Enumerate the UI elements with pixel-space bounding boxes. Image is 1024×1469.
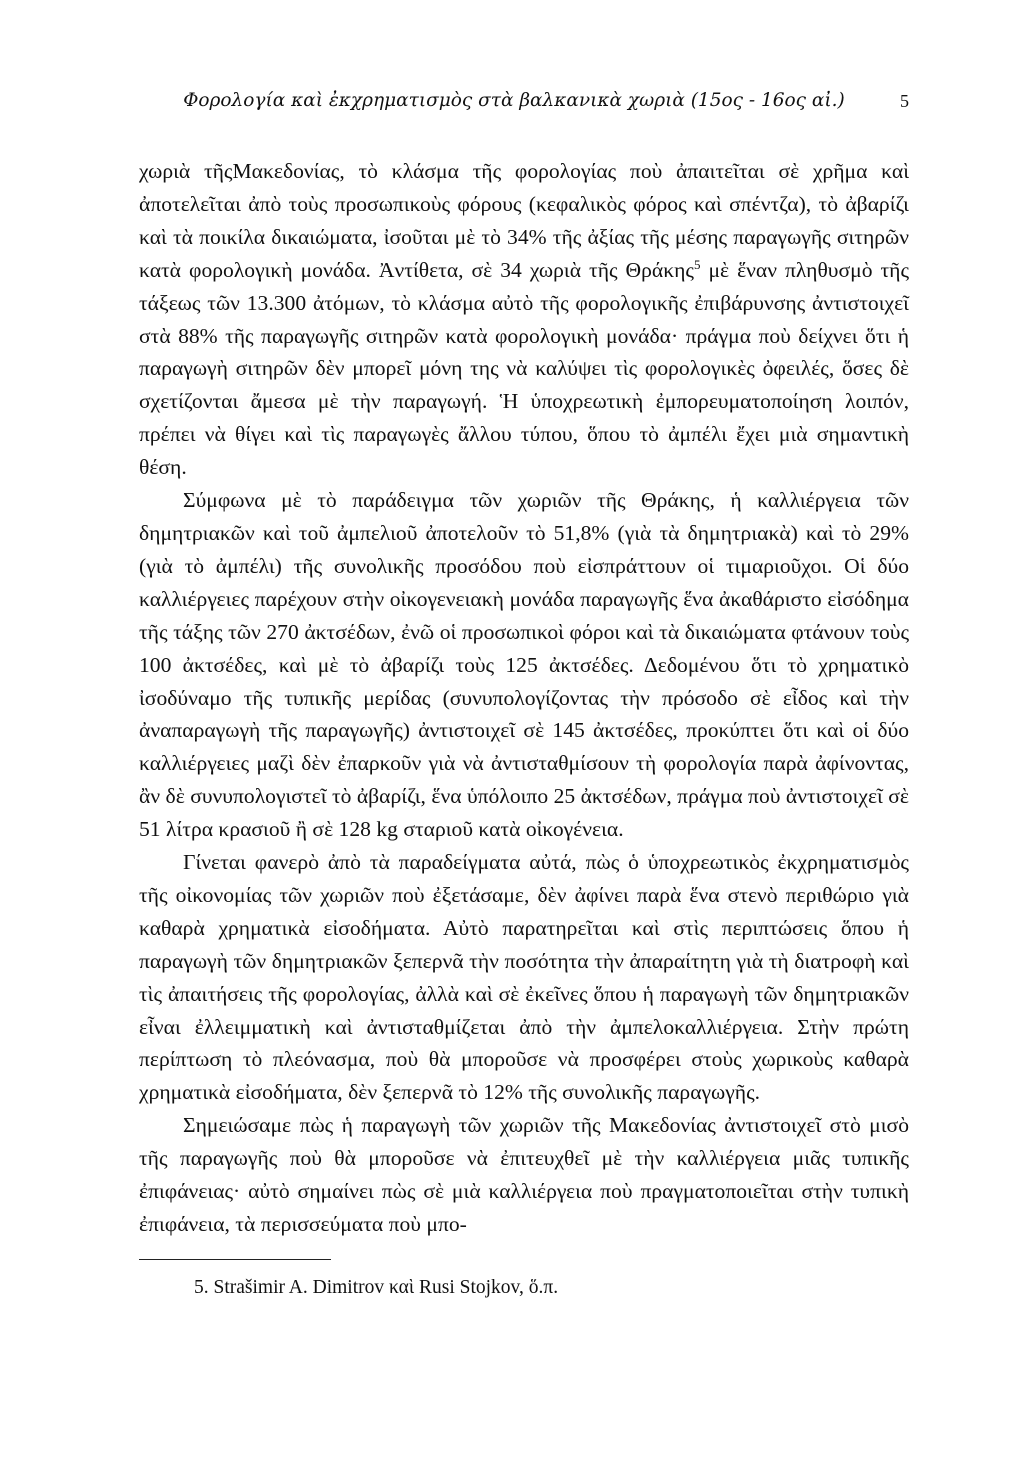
paragraph-4: Σημειώσαμε πὼς ἡ παραγωγὴ τῶν χωριῶν τῆς Μακεδονίας ἀντιστοιχεῖ στὸ μισὸ τῆς παραγωγῆς ποὺ θὰ μποροῦσε νὰ ἐπιτευχθεῖ μὲ τὴν καλλιέργεια μιᾶς τυπικῆς ἐπιφάνειας· αὐτὸ σημαίνει πὼς σὲ μιὰ καλλιέργεια ποὺ πραγματοποιεῖται στὴν τυπικὴ ἐπιφάνεια, τὰ περισσεύματα ποὺ μπο- bbox=[139, 1113, 909, 1236]
paragraph-3: Γίνεται φανερὸ ἀπὸ τὰ παραδείγματα αὐτά, πὼς ὁ ὑποχρεωτικὸς ἐκχρηματισμὸς τῆς οἰκονομίας τῶν χωριῶν ποὺ ἐξετάσαμε, δὲν ἀφίνει παρὰ ἕνα στενὸ περιθώριο γιὰ καθαρὰ χρηματικὰ εἰσοδήματα. Αὐτὸ παρατηρεῖται καὶ στὶς περιπτώσεις ὅπου ἡ παραγωγὴ τῶν δημητριακῶν ξεπερνᾶ τὴν ποσότητα τὴν ἀπαραίτητη γιὰ τὴ διατροφὴ καὶ τὶς ἀπαιτήσεις τῆς φορολογίας, ἀλλὰ καὶ σὲ ἐκεῖνες ὅπου ἡ παραγωγὴ τῶν δημητριακῶν εἶναι ἐλλειμματικὴ καὶ ἀντισταθμίζεται ἀπὸ τὴν ἀμπελοκαλλιέργεια. Στὴν πρώτη περίπτωση τὸ πλεόνασμα, ποὺ θὰ μποροῦσε νὰ προσφέρει στοὺς χωρικοὺς καθαρὰ χρηματικὰ εἰσοδήματα, δὲν ξεπερνᾶ τὸ 12% τῆς συνολικῆς παραγωγῆς. bbox=[139, 850, 909, 1105]
running-head bbox=[139, 88, 909, 114]
running-head-title: Φορολογία καὶ ἐκχρηματισμὸς στὰ βαλκανικὰ χωριὰ (15ος - 16ος αἰ.) bbox=[183, 90, 845, 111]
paragraph-1 bbox=[139, 155, 909, 484]
paragraph-1-end: μὲ ἕναν πληθυσμὸ τῆς τάξεως τῶν 13.300 ἀτόμων, τὸ κλάσμα αὐτὸ τῆς φορολογικῆς ἐπιβάρυνσης ἀντιστοιχεῖ στὰ 88% τῆς παραγωγῆς σιτηρῶν κατὰ φορολογικὴ μονάδα· πράγμα ποὺ δείχνει ὅτι ἡ παραγωγὴ σιτηρῶν δὲν μπορεῖ μόνη της νὰ καλύψει τὶς φορολογικὲς ὀφειλές, ὅσες δὲ σχετίζονται ἄμεσα μὲ τὴν παραγωγή. Ἡ ὑποχρεωτικὴ ἐμπορευματοποίηση λοιπόν, πρέπει νὰ θίγει καὶ τὶς παραγωγὲς ἄλλου τύπου, ὅπου τὸ ἀμπέλι ἔχει μιὰ σημαντικὴ θέση. bbox=[139, 257, 909, 480]
paragraph-2: Σύμφωνα μὲ τὸ παράδειγμα τῶν χωριῶν τῆς Θράκης, ἡ καλλιέργεια τῶν δημητριακῶν καὶ τοῦ ἀμπελιοῦ ἀποτελοῦν τὸ 51,8% (γιὰ τὰ δημητριακὰ) καὶ τὸ 29% (γιὰ τὸ ἀμπέλι) τῆς συνολικῆς προσόδου ποὺ εἰσπράττουν οἱ τιμαριοῦχοι. Οἱ δύο καλλιέργειες παρέχουν στὴν οἰκογενειακὴ μονάδα παραγωγῆς ἕνα ἀκαθάριστο εἰσόδημα τῆς τάξης τῶν 270 ἀκτσέδων, ἐνῶ οἱ προσωπικοὶ φόροι καὶ τὰ δικαιώματα φτάνουν τοὺς 100 ἀκτσέδες, καὶ μὲ τὸ ἀβαρίζι τοὺς 125 ἀκτσέδες. Δεδομένου ὅτι τὸ χρηματικὸ ἰσοδύναμο τῆς τυπικῆς μερίδας (συνυπολογίζοντας τὴν πρόσοδο σὲ εἶδος καὶ τὴν ἀναπαραγωγὴ τῆς παραγωγῆς) ἀντιστοιχεῖ σὲ 145 ἀκτσέδες, προκύπτει ὅτι καὶ οἱ δύο καλλιέργειες μαζὶ δὲν ἐπαρκοῦν γιὰ νὰ ἀντισταθμίσουν τὴ φορολογία παρὰ ἀφίνοντας, ἂν δὲ συνυπολογιστεῖ τὸ ἀβαρίζι, ἕνα ὑπόλοιπο 25 ἀκτσέδων, πράγμα ποὺ ἀντιστοιχεῖ σὲ 51 λίτρα κρασιοῦ ἢ σὲ 128 kg σταριοῦ κατὰ οἰκογένεια. bbox=[139, 488, 909, 842]
paragraph-1-start: χωριὰ τῆςΜακεδονίας, τὸ κλάσμα τῆς φορολογίας ποὺ ἀπαιτεῖται σὲ χρῆμα καὶ ἀποτελεῖται ἀπὸ τοὺς προσωπικοὺς φόρους (κεφαλικὸς φόρος καὶ σπέντζα), τὸ ἀβαρίζι καὶ τὰ ποικίλα δικαιώματα, ἰσοῦται μὲ τὸ 34% τῆς ἀξίας τῆς μέσης παραγωγῆς σιτηρῶν κατὰ φορολογικὴ μονάδα. Ἀντίθετα, σὲ 34 χωριὰ τῆς Θράκης bbox=[139, 159, 909, 282]
page bbox=[139, 88, 909, 1298]
footnote: 5. Strašimir A. Dimitrov καὶ Rusi Stojkov, ὅ.π. bbox=[194, 1277, 559, 1298]
body-text bbox=[139, 155, 909, 1241]
footnote-ref[interactable]: 5 bbox=[693, 256, 701, 272]
page-number: 5 bbox=[900, 91, 909, 111]
footnote-divider bbox=[139, 1259, 331, 1260]
